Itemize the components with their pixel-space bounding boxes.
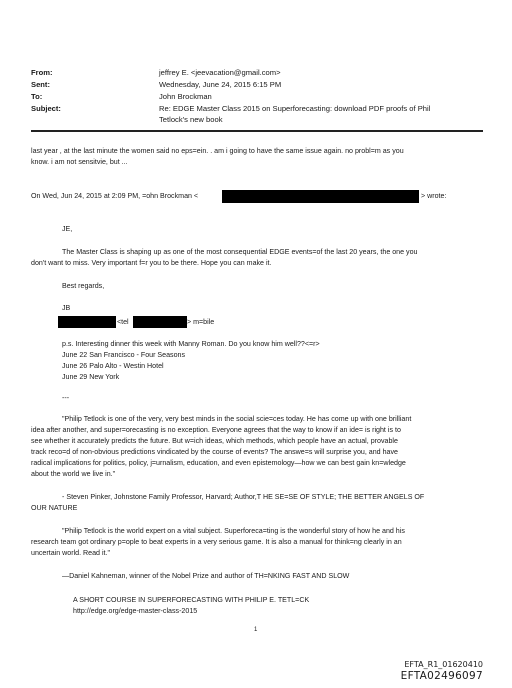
quoted-header-prefix: On Wed, Jun 24, 2015 at 2:09 PM, =ohn Brockman < — [31, 192, 199, 200]
sent-value: Wednesday, June 24, 2015 6:15 PM — [159, 80, 282, 89]
quoted-separator: --- — [62, 394, 70, 402]
quoted-header-suffix: > wrote: — [421, 192, 447, 200]
reply-line-1: last year , at the last minute the women said no eps=ein. . am i going to have the same issue again. no probl=m as you — [31, 147, 404, 155]
reply-line-2: know. i am not sensitvie, but ... — [31, 158, 128, 166]
quoted-para1-line1: The Master Class is shaping up as one of the most consequential EDGE events=of the last 20 years, the one you — [62, 248, 418, 256]
kahneman-quote-line3: uncertain world. Read it." — [31, 549, 111, 557]
pinker-quote-line6: about the world we live in." — [31, 470, 116, 478]
contact-mobile: > m=bile — [187, 318, 215, 326]
pinker-quote-line2: idea after another, and super=orecasting is no exception. Everyone agrees that the way to know if an ide= is right is to — [31, 426, 401, 434]
pinker-quote-line5: radical implications for politics, policy, j=urnalism, education, and even epistemology—how we can best gain kn=wledge — [31, 459, 406, 467]
from-label: From: — [31, 68, 53, 77]
schedule-item-1: June 22 San Francisco - Four Seasons — [62, 351, 186, 359]
to-label: To: — [31, 92, 43, 101]
header-divider — [31, 130, 483, 132]
course-title: A SHORT COURSE IN SUPERFORECASTING WITH PHILIP E. TETL=CK — [73, 596, 310, 604]
footer-id-large: EFTA02496097 — [400, 670, 483, 682]
redaction-contact-2 — [133, 316, 187, 328]
pinker-quote-line4: track reco=d of non-obvious predictions vindicated by the course of events? The answe=s will surprise you, and have — [31, 448, 398, 456]
pinker-attribution-line1: - Steven Pinker, Johnstone Family Professor, Harvard; Author,T HE SE=SE OF STYLE; THE BETTER ANGELS OF — [62, 493, 425, 501]
subject-value-line2: Tetlock's new book — [159, 115, 223, 124]
course-url[interactable]: http://edge.org/edge-master-class-2015 — [73, 607, 198, 615]
kahneman-attribution: —Daniel Kahneman, winner of the Nobel Prize and author of TH=NKING FAST AND SLOW — [62, 572, 350, 580]
to-value: John Brockman — [159, 92, 212, 101]
kahneman-quote-line2: research team got ordinary p=ople to beat experts in a very serious game. It is also a manual for think=ng clearly in an — [31, 538, 402, 546]
subject-value-line1: Re: EDGE Master Class 2015 on Superforecasting: download PDF proofs of Phil — [159, 104, 431, 113]
pinker-quote-line3: see whether it accurately predicts the future. But w=ich ideas, which methods, which people have an actual, provable — [31, 437, 398, 445]
page-number: 1 — [254, 627, 258, 633]
quoted-salutation: JE, — [62, 225, 73, 233]
contact-tel: <tel — [117, 318, 129, 326]
schedule-item-3: June 29 New York — [62, 373, 120, 381]
pinker-attribution-line2: OUR NATURE — [31, 504, 78, 512]
redaction-email — [222, 190, 419, 203]
subject-label: Subject: — [31, 104, 61, 113]
quoted-signature: JB — [62, 304, 71, 312]
schedule-item-2: June 26 Palo Alto - Westin Hotel — [62, 362, 164, 370]
pinker-quote-line1: "Philip Tetlock is one of the very, very best minds in the social scie=ces today. He has come up with one brilliant — [62, 415, 412, 423]
sent-label: Sent: — [31, 80, 50, 89]
quoted-regards: Best regards, — [62, 282, 105, 290]
redaction-contact-1 — [58, 316, 116, 328]
from-value: jeffrey E. <jeevacation@gmail.com> — [159, 68, 281, 77]
quoted-ps: p.s. Interesting dinner this week with Manny Roman. Do you know him well??<=r> — [62, 340, 320, 348]
quoted-para1-line2: don't want to miss. Very important f=r you to be there. Hope you can make it. — [31, 259, 272, 267]
kahneman-quote-line1: "Philip Tetlock is the world expert on a vital subject. Superforeca=ting is the wonderful story of how he and his — [62, 527, 405, 535]
footer-id-small: EFTA_R1_01620410 — [404, 660, 483, 669]
